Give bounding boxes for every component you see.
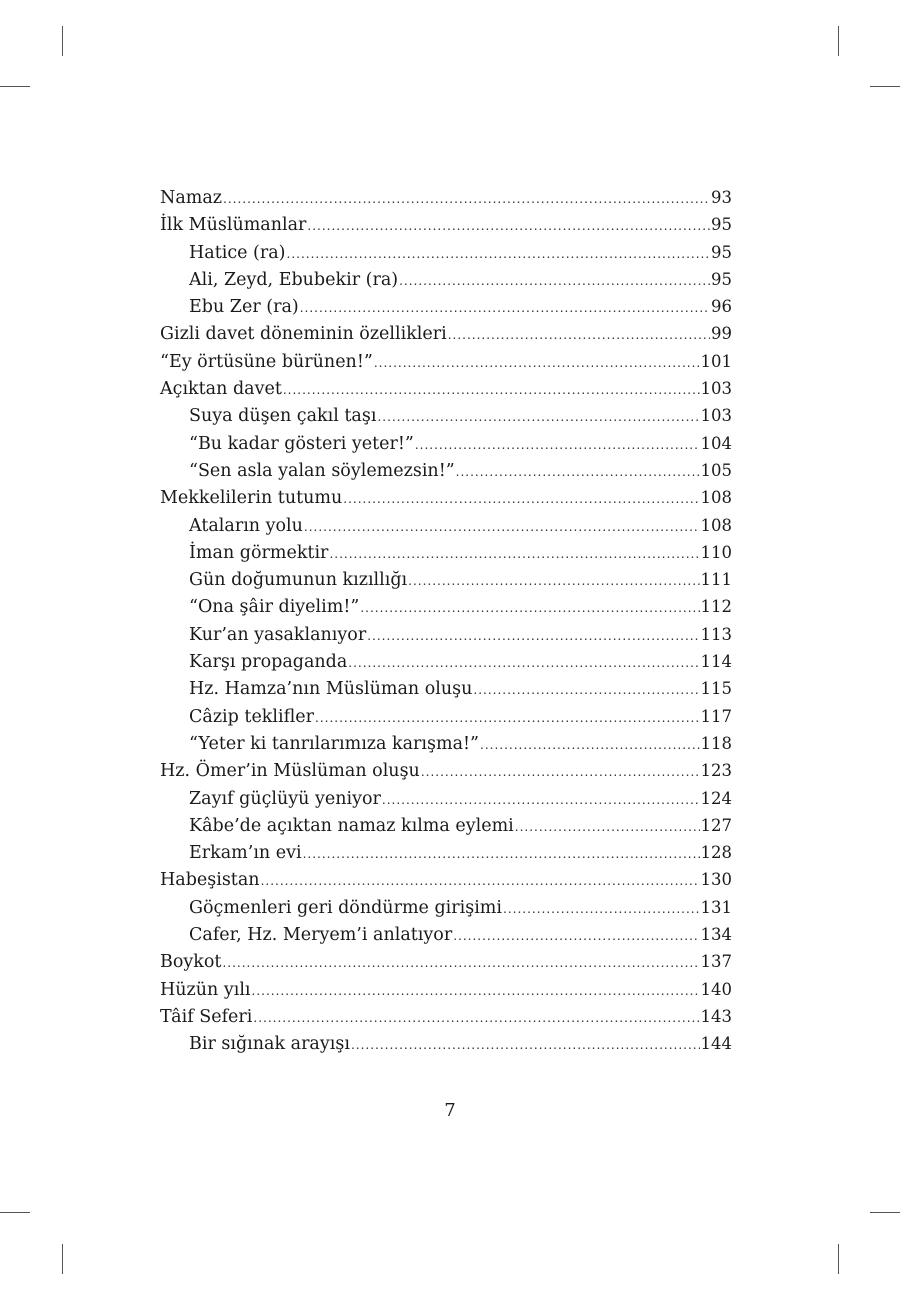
toc-entry-page: 118 [700, 733, 732, 753]
dot-leader [304, 514, 700, 541]
toc-entry-page: 103 [700, 406, 732, 426]
toc-entry-title: Gün doğumunun kızıllığı [189, 570, 408, 591]
crop-mark [62, 26, 63, 56]
toc-entry-title: İlk Müslümanlar [160, 215, 307, 236]
dot-leader [300, 295, 710, 322]
toc-entry-page: 95 [711, 242, 732, 262]
toc-entry-title: Hz. Hamza’nın Müslüman oluşu [189, 679, 473, 700]
toc-entry-page: 143 [700, 1006, 732, 1026]
crop-mark [838, 1244, 839, 1274]
dot-leader [360, 595, 699, 622]
toc-entry [160, 593, 732, 620]
dot-leader [408, 568, 699, 595]
crop-mark [870, 1212, 900, 1213]
dot-leader [453, 923, 699, 950]
toc-entry [160, 512, 732, 539]
dot-leader [287, 241, 711, 268]
toc-entry-title: Kâbe’de açıktan namaz kılma eylemi [189, 815, 514, 836]
toc-entry-page: 124 [700, 788, 732, 808]
crop-mark [0, 1212, 30, 1213]
toc-entry-page: 131 [700, 897, 732, 917]
toc-entry [160, 348, 732, 375]
dot-leader [415, 432, 700, 459]
toc-entry [160, 1003, 732, 1030]
toc-entry-title: “Yeter ki tanrılarımıza karışma!” [189, 733, 479, 754]
toc-entry-page: 134 [700, 925, 732, 945]
toc-entry-title: Habeşistan [160, 870, 260, 891]
dot-leader [283, 377, 700, 404]
toc-entry-title: Ali, Zeyd, Ebubekir (ra) [189, 269, 399, 290]
toc-entry [160, 675, 732, 702]
toc-entry [160, 839, 732, 866]
toc-entry-title: Hüzün yılı [160, 979, 251, 1000]
toc-entry-page: 103 [700, 379, 732, 399]
toc-entry-title: Kur’an yasaklanıyor [189, 624, 367, 645]
dot-leader [222, 950, 699, 977]
dot-leader [351, 1032, 700, 1059]
toc-entry [160, 757, 732, 784]
toc-entry [160, 566, 732, 593]
dot-leader [343, 486, 699, 513]
toc-entry [160, 976, 732, 1003]
toc-entry-page: 104 [700, 433, 732, 453]
toc-entry-page: 115 [700, 679, 732, 699]
toc-entry-page: 105 [700, 460, 732, 480]
crop-mark [62, 1244, 63, 1274]
dot-leader [348, 650, 699, 677]
toc-entry-title: İman görmektir [189, 542, 329, 563]
dot-leader [382, 787, 700, 814]
toc-entry-page: 110 [700, 542, 732, 562]
toc-entry-title: Zayıf güçlüyü yeniyor [189, 788, 381, 809]
toc-entry-page: 95 [711, 269, 732, 289]
toc-entry-page: 112 [700, 597, 732, 617]
toc-entry-title: Erkam’ın evi [189, 843, 302, 864]
toc-entry [160, 948, 732, 975]
toc-entry [160, 921, 732, 948]
toc-entry [160, 730, 732, 757]
toc-entry-title: Açıktan davet [160, 379, 282, 400]
dot-leader [399, 268, 710, 295]
toc-entry-title: Cafer, Hz. Meryem’i anlatıyor [189, 925, 453, 946]
crop-mark [870, 86, 900, 87]
toc-entry-title: Câzip teklifler [189, 706, 314, 727]
toc-entry-page: 140 [700, 979, 732, 999]
toc-entry-title: Mekkelilerin tutumu [160, 488, 343, 509]
toc-entry-page: 114 [700, 652, 732, 672]
dot-leader [223, 186, 710, 213]
toc-entry-page: 96 [711, 297, 732, 317]
dot-leader [421, 759, 700, 786]
toc-entry-page: 127 [700, 815, 732, 835]
dot-leader [448, 322, 710, 349]
toc-entry-page: 111 [700, 570, 732, 590]
toc-entry [160, 484, 732, 511]
dot-leader [252, 978, 700, 1005]
toc-entry [160, 703, 732, 730]
toc-entry [160, 211, 732, 238]
toc-entry [160, 621, 732, 648]
toc-entry [160, 457, 732, 484]
toc-entry [160, 648, 732, 675]
toc-entry-title: Tâif Seferi [160, 1006, 253, 1027]
toc-entry [160, 785, 732, 812]
toc-entry-title: “Sen asla yalan söylemezsin!” [189, 460, 455, 481]
toc-entry [160, 894, 732, 921]
page-number: 7 [444, 1100, 456, 1121]
toc-entry-title: Suya düşen çakıl taşı [189, 406, 377, 427]
toc-entry-page: 99 [711, 324, 732, 344]
toc-entry-title: “Bu kadar gösteri yeter!” [189, 433, 414, 454]
toc-entry-title: Bir sığınak arayışı [189, 1034, 350, 1055]
toc-entry-title: “Ona şâir diyelim!” [189, 597, 360, 618]
toc-entry-page: 137 [700, 952, 732, 972]
toc-entry-page: 117 [700, 706, 732, 726]
toc-entry [160, 866, 732, 893]
crop-mark [0, 86, 30, 87]
dot-leader [503, 896, 700, 923]
toc-entry [160, 1030, 732, 1057]
toc-entry-title: Karşı propaganda [189, 652, 348, 673]
toc-entry [160, 402, 732, 429]
toc-entry-page: 108 [700, 488, 732, 508]
dot-leader [473, 677, 699, 704]
toc-entry [160, 184, 732, 211]
toc-entry [160, 293, 732, 320]
toc-entry [160, 812, 732, 839]
dot-leader [374, 350, 700, 377]
dot-leader [253, 1005, 699, 1032]
toc-entry-title: Göçmenleri geri döndürme girişimi [189, 897, 502, 918]
dot-leader [480, 732, 700, 759]
toc-entry-page: 144 [700, 1034, 732, 1054]
crop-mark [838, 26, 839, 56]
dot-leader [456, 459, 700, 486]
toc-entry [160, 375, 732, 402]
dot-leader [307, 213, 710, 240]
dot-leader [315, 705, 700, 732]
toc-entry-page: 108 [700, 515, 732, 535]
toc-entry [160, 539, 732, 566]
dot-leader [329, 541, 699, 568]
dot-leader [515, 814, 700, 841]
toc-entry-page: 130 [700, 870, 732, 890]
dot-leader [367, 623, 699, 650]
toc-entry-title: Namaz [160, 188, 222, 208]
toc-entry [160, 430, 732, 457]
toc-entry-page: 128 [700, 843, 732, 863]
toc-entry-title: Ataların yolu [189, 515, 303, 536]
toc-entry-page: 101 [700, 351, 732, 371]
toc-entry-title: “Ey örtüsüne bürünen!” [160, 351, 373, 372]
toc-entry [160, 239, 732, 266]
toc-entry-title: Ebu Zer (ra) [189, 297, 299, 318]
dot-leader [261, 868, 700, 895]
toc-entry-page: 113 [700, 624, 732, 644]
toc-entry-title: Hatice (ra) [189, 242, 286, 263]
toc-entry [160, 266, 732, 293]
toc-entry-title: Hz. Ömer’in Müslüman oluşu [160, 761, 420, 782]
dot-leader [303, 841, 700, 868]
toc-entry-page: 93 [711, 188, 732, 207]
dot-leader [377, 404, 699, 431]
toc-entry-title: Gizli davet döneminin özellikleri [160, 324, 447, 345]
toc-entry-page: 95 [711, 215, 732, 235]
table-of-contents [160, 184, 732, 1058]
toc-entry-title: Boykot [160, 952, 222, 973]
toc-entry-page: 123 [700, 761, 732, 781]
toc-entry [160, 320, 732, 347]
